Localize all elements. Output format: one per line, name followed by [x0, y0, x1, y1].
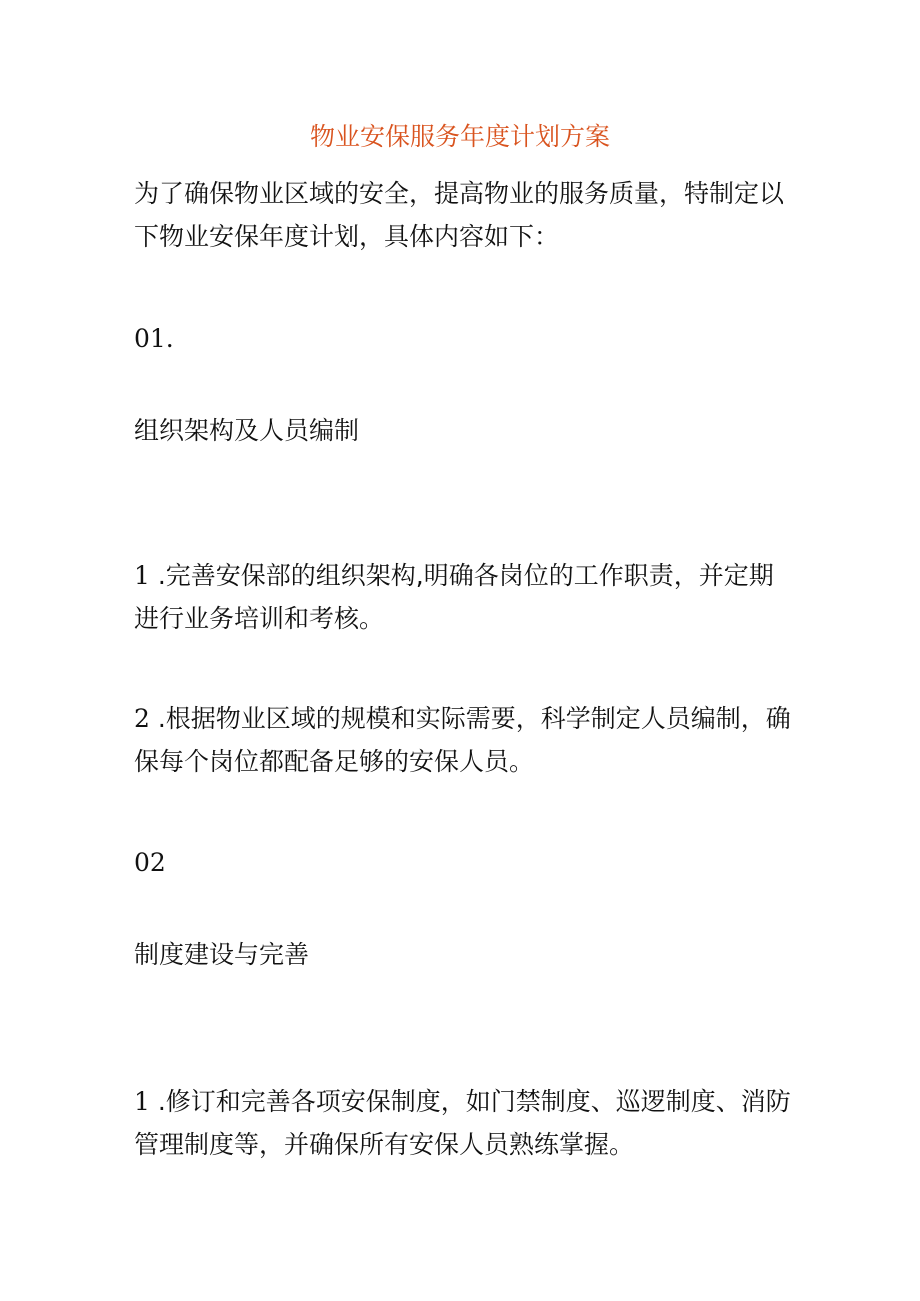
- section-2-number: 02: [134, 848, 166, 877]
- section-2-item-1: [134, 1080, 794, 1166]
- section-1-number: 01.: [134, 324, 174, 353]
- item-text: .修订和完善各项安保制度，如门禁制度、巡逻制度、消防管理制度等，并确保所有安保人员熟练掌握。: [134, 1087, 791, 1159]
- item-number: 1: [134, 1087, 150, 1116]
- document-title: 物业安保服务年度计划方案: [309, 122, 610, 151]
- intro-paragraph: 为了确保物业区域的安全，提高物业的服务质量，特制定以下物业安保年度计划，具体内容如下：: [134, 179, 785, 251]
- item-number: 2: [134, 704, 150, 733]
- item-number: 1: [134, 561, 150, 590]
- section-1-heading: 组织架构及人员编制: [134, 416, 360, 445]
- section-2-heading: 制度建设与完善: [134, 940, 310, 969]
- section-1-item-2: [134, 697, 794, 783]
- item-text: .根据物业区域的规模和实际需要，科学制定人员编制，确保每个岗位都配备足够的安保人员。: [134, 704, 791, 776]
- section-1-item-1: [134, 554, 794, 640]
- item-text: .完善安保部的组织架构,明确各岗位的工作职责，并定期进行业务培训和考核。: [134, 561, 774, 633]
